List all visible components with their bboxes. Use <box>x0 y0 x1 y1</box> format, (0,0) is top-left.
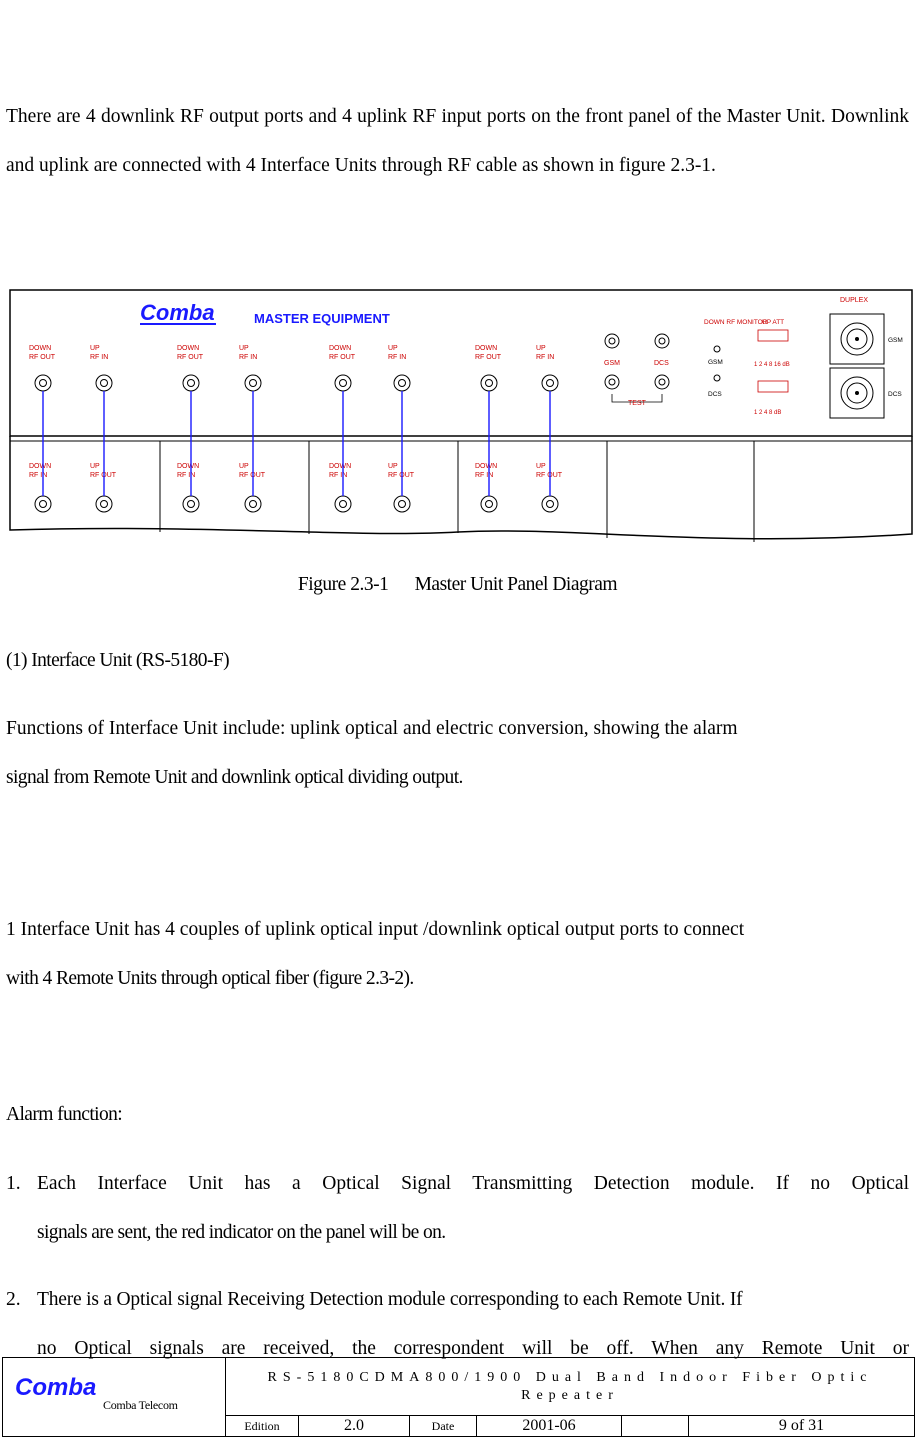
duplex-port-dcs: DCS <box>888 391 902 398</box>
rf-port-top-core <box>101 380 108 387</box>
rf-port-bottom <box>35 496 51 512</box>
page-footer <box>2 1357 915 1437</box>
footer-logo-cell <box>3 1358 226 1437</box>
rf-port-bottom <box>481 496 497 512</box>
top-port-label: UP <box>239 345 249 352</box>
bottom-port-label: RF OUT <box>388 472 415 479</box>
section-heading <box>6 636 909 685</box>
bottom-port-label: RF IN <box>475 472 494 479</box>
top-port-label: RF OUT <box>29 354 56 361</box>
rf-port-bottom-core <box>340 501 347 508</box>
rf-port-top-core <box>40 380 47 387</box>
bottom-port-label: RF IN <box>29 472 48 479</box>
bottom-port-label: UP <box>239 463 249 470</box>
test-label: TEST <box>628 400 646 407</box>
date-value: 2001-06 <box>477 1416 622 1437</box>
functions-line-2: signal from Remote Unit and downlink optical dividing output. <box>6 767 463 788</box>
rf-port-bottom-core <box>547 501 554 508</box>
bottom-port-label: DOWN <box>329 463 352 470</box>
duplex-port-gsm: GSM <box>888 337 903 344</box>
top-port-label: RF OUT <box>329 354 356 361</box>
att-label: UP ATT <box>762 319 785 326</box>
diagram-title: MASTER EQUIPMENT <box>254 311 390 326</box>
master-unit-panel-diagram <box>8 286 914 548</box>
footer-empty-cell <box>622 1416 689 1437</box>
rf-port-top-core <box>250 380 257 387</box>
rf-port-top-core <box>340 380 347 387</box>
bottom-port-label: RF OUT <box>239 472 266 479</box>
rf-port-top-core <box>547 380 554 387</box>
figure-number: Figure 2.3-1 <box>297 574 389 595</box>
top-port-label: RF OUT <box>475 354 502 361</box>
rf-port-top-core <box>188 380 195 387</box>
top-port-label: UP <box>536 345 546 352</box>
top-port-label: RF IN <box>239 354 258 361</box>
att-scale-1: 1 2 4 8 16 dB <box>754 362 790 368</box>
edition-value: 2.0 <box>299 1416 410 1437</box>
rf-port-bottom <box>542 496 558 512</box>
rf-port-top <box>96 375 112 391</box>
rf-port-bottom <box>335 496 351 512</box>
att-scale-2: 1 2 4 8 dB <box>754 410 782 416</box>
edition-label: Edition <box>226 1416 299 1437</box>
rf-port-top <box>394 375 410 391</box>
rf-port-top-core <box>486 380 493 387</box>
rf-port-top <box>542 375 558 391</box>
monitor-led-dcs: DCS <box>708 391 722 398</box>
test-port-gsm: GSM <box>604 360 620 367</box>
bottom-port-label: RF IN <box>329 472 348 479</box>
test-port-dcs: DCS <box>654 360 669 367</box>
footer-company: Comba Telecom <box>103 1398 178 1412</box>
alarm-heading: Alarm function: <box>6 1104 123 1125</box>
bottom-port-label: UP <box>388 463 398 470</box>
bottom-port-label: DOWN <box>177 463 200 470</box>
footer-logo: Comba <box>15 1374 97 1401</box>
footer-doc-title: RS-5180CDMA800/1900 Dual Band Indoor Fiber Optic Repeater <box>226 1358 915 1416</box>
rf-port-bottom <box>183 496 199 512</box>
page-number: 9 of 31 <box>689 1416 915 1437</box>
bottom-port-label: RF OUT <box>90 472 117 479</box>
top-port-label: RF IN <box>388 354 407 361</box>
ports-line-2: with 4 Remote Units through optical fiber (figure 2.3-2). <box>6 968 414 989</box>
top-port-label: RF IN <box>90 354 109 361</box>
monitor-label: DOWN RF MONITOR <box>704 319 768 326</box>
figure-title: Master Unit Panel Diagram <box>414 574 618 595</box>
list-item: 1. Each Interface Unit has a Optical Signal Transmitting Detection module. If no Optical signals are sent, the red indicator on the panel will be on. <box>6 1159 909 1257</box>
rf-port-bottom-core <box>250 501 257 508</box>
section-number: (1) <box>6 650 27 671</box>
ports-line-1: 1 Interface Unit has 4 couples of uplink optical input /downlink optical output ports to connect <box>6 919 745 940</box>
bottom-port-label: RF OUT <box>536 472 563 479</box>
top-port-label: RF IN <box>536 354 555 361</box>
rf-port-bottom-core <box>40 501 47 508</box>
rf-port-bottom <box>394 496 410 512</box>
top-port-label: DOWN <box>329 345 352 352</box>
top-port-label: DOWN <box>29 345 52 352</box>
panel-bottom-frame <box>10 436 912 539</box>
rf-port-bottom-core <box>486 501 493 508</box>
rf-port-top <box>183 375 199 391</box>
rf-port-top <box>245 375 261 391</box>
section-title: Interface Unit (RS-5180-F) <box>31 650 229 671</box>
rf-port-bottom <box>96 496 112 512</box>
rf-port-top <box>335 375 351 391</box>
bottom-port-label: UP <box>90 463 100 470</box>
intro-paragraph <box>6 92 909 190</box>
rf-port-bottom-core <box>399 501 406 508</box>
bottom-port-label: DOWN <box>475 463 498 470</box>
rf-port-top-core <box>399 380 406 387</box>
rf-port-bottom-core <box>101 501 108 508</box>
bottom-port-label: RF IN <box>177 472 196 479</box>
intro-text: There are 4 downlink RF output ports and 4 uplink RF input ports on the front panel of the Master Unit. Downlink and uplink are connected with 4 Interface Units through RF cable as shown in figure 2.3-1. <box>6 106 909 176</box>
top-port-label: DOWN <box>177 345 200 352</box>
functions-line-1: Functions of Interface Unit include: uplink optical and electric conversion, showing the alarm <box>6 718 738 739</box>
top-port-label: RF OUT <box>177 354 204 361</box>
rf-port-top <box>481 375 497 391</box>
top-port-label: DOWN <box>475 345 498 352</box>
port-group <box>29 345 563 512</box>
diagram-logo: Comba <box>140 300 215 325</box>
date-label: Date <box>410 1416 477 1437</box>
rf-port-bottom-core <box>188 501 195 508</box>
rf-port-top <box>35 375 51 391</box>
bottom-port-label: DOWN <box>29 463 52 470</box>
top-port-label: UP <box>388 345 398 352</box>
top-port-label: UP <box>90 345 100 352</box>
duplex-label: DUPLEX <box>840 297 869 304</box>
figure-caption <box>0 574 915 596</box>
rf-port-bottom <box>245 496 261 512</box>
list-number: 1. <box>6 1173 21 1194</box>
list-number: 2. <box>6 1289 21 1310</box>
monitor-led-gsm: GSM <box>708 359 723 366</box>
bottom-port-label: UP <box>536 463 546 470</box>
list-item: 2. There is a Optical signal Receiving Detection module corresponding to each Remote Unit. If no Optical signals are received, the correspondent will be off. When any Remote Unit or <box>6 1275 909 1373</box>
